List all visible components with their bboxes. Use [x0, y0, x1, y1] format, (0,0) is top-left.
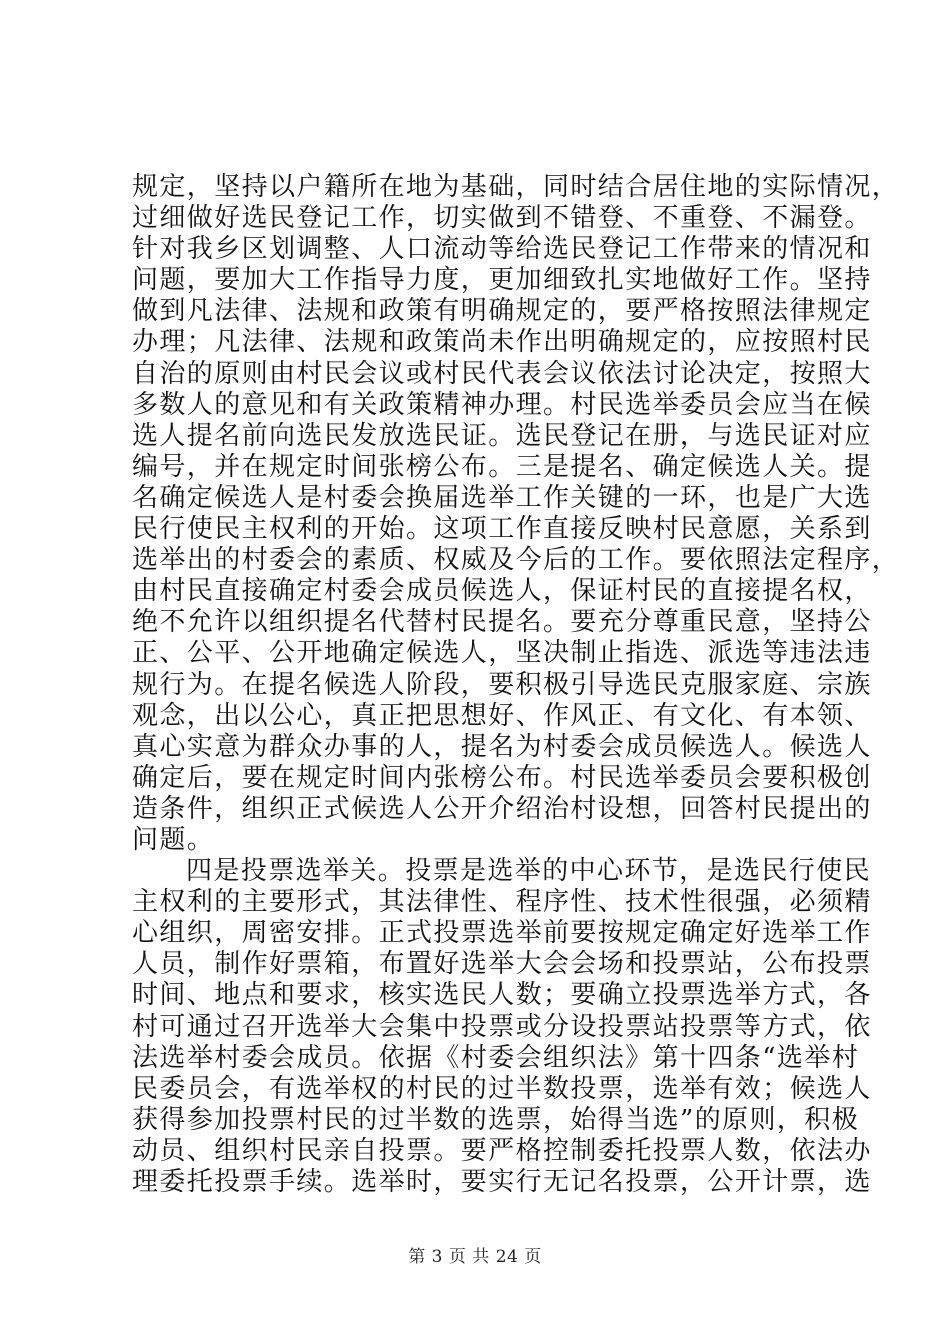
body-line: 法选举村委会成员。依据《村委会组织法》第十四条“选举村: [132, 1042, 860, 1073]
body-line: 民委员会，有选举权的村民的过半数投票，选举有效；候选人: [132, 1073, 872, 1104]
body-line: 四是投票选举关。投票是选举的中心环节，是选民行使民: [186, 856, 872, 887]
body-line: 做到凡法律、法规和政策有明确规定的，要严格按照法律规定: [132, 296, 872, 327]
body-line: 选人提名前向选民发放选民证。选民登记在册，与选民证对应: [132, 420, 872, 451]
body-line: 多数人的意见和有关政策精神办理。村民选举委员会应当在候: [132, 389, 872, 420]
body-line: 正、公平、公开地确定候选人，坚决制止指选、派选等违法违: [132, 638, 872, 669]
body-line: 时间、地点和要求，核实选民人数；要确立投票选举方式，各: [132, 980, 872, 1011]
page-footer: 第 3 页 共 24 页: [408, 1247, 542, 1267]
body-line: 问题。: [132, 824, 215, 855]
body-line: 观念，出以公心，真正把思想好、作风正、有文化、有本领、: [132, 700, 872, 731]
body-line: 编号，并在规定时间张榜公布。三是提名、确定候选人关。提: [132, 451, 872, 482]
body-line: 真心实意为群众办事的人，提名为村委会成员候选人。候选人: [132, 731, 872, 762]
body-line: 村可通过召开选举大会集中投票或分设投票站投票等方式，依: [132, 1011, 872, 1042]
body-line: 办理；凡法律、法规和政策尚未作出明确规定的，应按照村民: [132, 327, 872, 358]
body-line: 造条件，组织正式候选人公开介绍治村设想，回答村民提出的: [132, 793, 872, 824]
body-line: 动员、组织村民亲自投票。要严格控制委托投票人数，依法办: [132, 1135, 872, 1166]
body-line: 民行使民主权利的开始。这项工作直接反映村民意愿，关系到: [132, 514, 872, 545]
body-line: 针对我乡区划调整、人口流动等给选民登记工作带来的情况和: [132, 234, 872, 265]
body-line: 问题，要加大工作指导力度，更加细致扎实地做好工作。坚持: [132, 265, 872, 296]
body-line: 过细做好选民登记工作，切实做到不错登、不重登、不漏登。: [132, 203, 872, 234]
body-line: 自治的原则由村民会议或村民代表会议依法讨论决定，按照大: [132, 358, 872, 389]
body-line: 规定，坚持以户籍所在地为基础，同时结合居住地的实际情况，: [132, 172, 900, 202]
document-body: [132, 172, 900, 1198]
body-line: 主权利的主要形式，其法律性、程序性、技术性很强，必须精: [132, 887, 872, 918]
body-line: 名确定候选人是村委会换届选举工作关键的一环，也是广大选: [132, 482, 872, 513]
body-line: 绝不允许以组织提名代替村民提名。要充分尊重民意，坚持公: [132, 607, 872, 638]
body-line: 规行为。在提名候选人阶段，要积极引导选民克服家庭、宗族: [132, 669, 872, 700]
body-line: 人员，制作好票箱，布置好选举大会会场和投票站，公布投票: [132, 949, 872, 980]
body-line: 理委托投票手续。选举时，要实行无记名投票，公开计票，选: [132, 1167, 872, 1197]
body-line: 确定后，要在规定时间内张榜公布。村民选举委员会要积极创: [132, 762, 872, 793]
body-line: 心组织，周密安排。正式投票选举前要按规定确定好选举工作: [132, 918, 872, 949]
body-line: 由村民直接确定村委会成员候选人，保证村民的直接提名权，: [132, 576, 872, 607]
body-line: 选举出的村委会的素质、权威及今后的工作。要依照法定程序，: [132, 545, 900, 576]
body-line: 获得参加投票村民的过半数的选票，始得当选”的原则，积极: [132, 1104, 860, 1135]
